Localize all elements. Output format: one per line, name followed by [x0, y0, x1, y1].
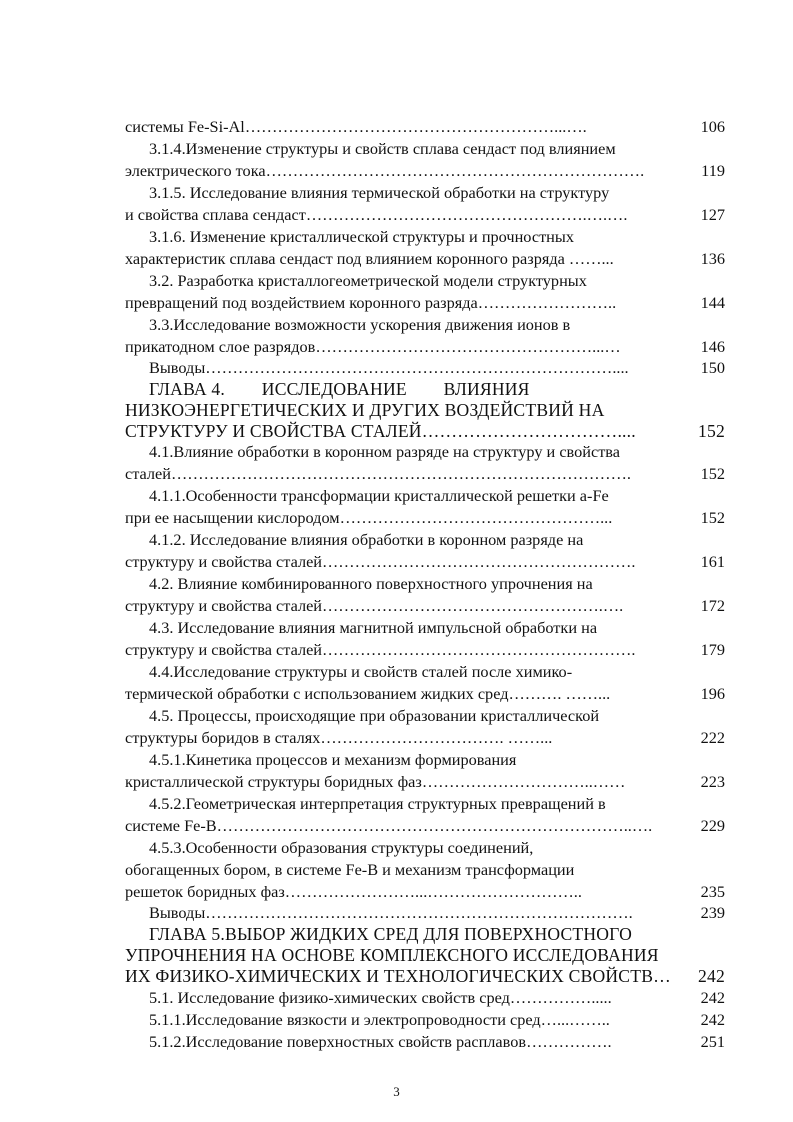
toc-leader: ………………………………………………….: [322, 552, 636, 571]
chapter-heading: [125, 944, 725, 966]
toc-entry-title: НИЗКОЭНЕРГЕТИЧЕСКИХ И ДРУГИХ ВОЗДЕЙСТВИЙ НА: [125, 400, 605, 420]
toc-entry-title: 4.1.1.Особенности трансформации кристаллической решетки a-Fe: [149, 486, 609, 505]
toc-entry-title: 4.1.Влияние обработки в коронном разряде на структуру и свойства: [149, 442, 621, 461]
toc-entry: [125, 336, 725, 358]
toc-page-number: 161: [700, 552, 725, 571]
toc-page-number: 172: [700, 596, 725, 615]
toc-page-number: 251: [700, 1032, 725, 1051]
toc-entry: [125, 771, 725, 793]
toc-entry: [149, 617, 749, 639]
toc-entry-title: при ее насыщении кислородом: [125, 508, 340, 527]
toc-entry: [149, 1009, 725, 1031]
toc-entry-title: прикатодном слое разрядов: [125, 337, 316, 356]
toc-entry-title: 4.5. Процессы, происходящие при образовании кристаллической: [149, 706, 600, 725]
toc-entry: [125, 859, 725, 881]
toc-page-number: 229: [700, 816, 725, 835]
toc-entry: [149, 1031, 725, 1053]
toc-entry-title: 4.5.2.Геометрическая интерпретация структурных превращений в: [149, 794, 606, 813]
toc-entry: [125, 160, 725, 182]
toc-entry-title: решеток боридных фаз: [125, 882, 285, 901]
toc-entry: [149, 314, 749, 336]
toc-page-number: 119: [701, 161, 725, 180]
toc-leader: ………………………………………………………………………….: [170, 464, 631, 483]
toc-entry: [149, 705, 749, 727]
toc-leader: …………………………………………………...….: [244, 117, 587, 136]
toc-page-number: 242: [700, 1010, 725, 1029]
toc-leader: [614, 248, 697, 270]
toc-page-number: 152: [700, 508, 725, 527]
toc-leader: …………………………………………….….: [322, 596, 624, 615]
toc-entry-title: системе Fe-B: [125, 816, 217, 835]
toc-entry: [125, 248, 725, 270]
toc-entry: [149, 837, 749, 859]
toc-entry-title: 4.1.2. Исследование влияния обработки в коронном разряде на: [149, 530, 584, 549]
toc-leader: [610, 683, 696, 705]
chapter-heading: [125, 420, 725, 442]
toc-page-number: 136: [700, 249, 725, 268]
toc-entry-title: системы Fe-Si-Al: [125, 117, 245, 136]
toc-entry: [125, 639, 725, 661]
toc-entry-title: ГЛАВА 4. ИССЛЕДОВАНИЕ ВЛИЯНИЯ: [149, 379, 530, 399]
toc-entry: [125, 815, 725, 837]
toc-page-number: 152: [698, 421, 725, 441]
toc-entry-title: 3.1.4.Изменение структуры и свойств сплава сендаст под влиянием: [149, 139, 616, 158]
toc-leader: …………….....: [509, 988, 612, 1007]
toc-entry-title: кристаллической структуры боридных фаз: [125, 772, 422, 791]
toc-leader: ……………………………………………...…: [315, 337, 621, 356]
toc-entry-title: 4.5.3.Особенности образования структуры соединений,: [149, 838, 534, 857]
toc-entry: [149, 138, 749, 160]
chapter-heading: [149, 378, 569, 400]
toc-entry: [125, 463, 725, 485]
toc-entry: [125, 683, 725, 705]
toc-leader: …...……..: [540, 1010, 610, 1029]
toc-leader: ……………………..: [477, 293, 617, 312]
toc-entry: [125, 116, 725, 138]
toc-leader: [671, 965, 694, 987]
toc-entry: [149, 182, 749, 204]
toc-leader: …………………………..……: [421, 772, 626, 791]
toc-entry-title: 4.2. Влияние комбинированного поверхностного упрочнения на: [149, 574, 593, 593]
toc-entry-title: обогащенных бором, в системе Fe-B и механизм трансформации: [125, 860, 575, 879]
toc-entry: [125, 551, 725, 573]
toc-entry-title: и свойства сплава сендаст: [125, 205, 306, 224]
chapter-heading: [125, 399, 725, 421]
toc-entry-title: превращений под воздействием коронного разряда: [125, 293, 478, 312]
toc-page-number: 106: [700, 117, 725, 136]
toc-entry-title: структуры боридов в сталях……………………………. ……...: [125, 728, 553, 747]
toc-entry-title: 5.1.1.Исследование вязкости и электропроводности сред: [149, 1010, 541, 1029]
toc-leader: …………………………………………………………….: [265, 161, 645, 180]
toc-entry-title: 4.3. Исследование влияния магнитной импульсной обработки на: [149, 618, 598, 637]
toc-entry: [149, 226, 749, 248]
toc-entry-title: 3.1.5. Исследование влияния термической обработки на структуру: [149, 183, 610, 202]
toc-page-number: 146: [700, 337, 725, 356]
toc-entry-title: 4.4.Исследование структуры и свойств сталей после химико-: [149, 662, 573, 681]
toc-page-number: 127: [700, 205, 725, 224]
toc-leader: …………………………………………...: [339, 508, 613, 527]
chapter-heading: [149, 923, 749, 945]
toc-entry: [125, 204, 725, 226]
toc-entry-title: Выводы: [149, 903, 206, 922]
toc-entry-title: 3.2. Разработка кристаллогеометрической модели структурных: [149, 271, 587, 290]
toc-page-number: 144: [700, 293, 725, 312]
toc-leader: ………………………………………………….: [322, 640, 636, 659]
toc-leader: …………………………………………………………………..….: [216, 816, 653, 835]
toc-page-number: 223: [700, 772, 725, 791]
toc-page-number: 152: [700, 464, 725, 483]
toc-entry: [149, 529, 749, 551]
page-number: 3: [393, 1084, 400, 1099]
toc-entry: [149, 661, 749, 683]
toc-leader: ……………………………....: [421, 421, 636, 441]
toc-entry-title: структуру и свойства сталей: [125, 640, 323, 659]
toc-entry-title: 3.1.6. Изменение кристаллической структуры и прочностных: [149, 227, 574, 246]
toc-entry: [149, 987, 725, 1009]
toc-page-number: 235: [700, 882, 725, 901]
toc-leader: …………….: [526, 1032, 612, 1051]
toc-entry: [149, 793, 749, 815]
toc-page-number: 239: [700, 903, 725, 922]
toc-entry-title: 3.3.Исследование возможности ускорения движения ионов в: [149, 315, 571, 334]
toc-entry-title: характеристик сплава сендаст под влиянием коронного разряда ……...: [125, 249, 614, 268]
toc-entry-title: структуру и свойства сталей: [125, 552, 323, 571]
toc-leader: …………………………………………….….….: [305, 205, 628, 224]
toc-leader: …………………………………………………………………....: [205, 358, 629, 377]
toc-entry: [149, 270, 749, 292]
toc-entry: [149, 902, 725, 924]
toc-page-number: 196: [700, 684, 725, 703]
toc-entry-title: УПРОЧНЕНИЯ НА ОСНОВЕ КОМПЛЕКСНОГО ИССЛЕДОВАНИЯ: [125, 945, 659, 965]
toc-leader: [552, 727, 696, 749]
toc-page-number: 179: [700, 640, 725, 659]
toc-entry-title: термической обработки с использованием жидких сред………. ……...: [125, 684, 611, 703]
toc-entry: [149, 357, 725, 379]
toc-page-number: 222: [700, 728, 725, 747]
toc-entry-title: сталей: [125, 464, 171, 483]
toc-entry-title: 5.1.2.Исследование поверхностных свойств расплавов: [149, 1032, 527, 1051]
toc-entry-title: ГЛАВА 5.ВЫБОР ЖИДКИХ СРЕД ДЛЯ ПОВЕРХНОСТНОГО: [149, 924, 633, 944]
toc-page-number: 242: [700, 988, 725, 1007]
toc-entry-title: 5.1. Исследование физико-химических свойств сред: [149, 988, 510, 1007]
toc-entry-title: электрического тока: [125, 161, 266, 180]
toc-leader: …………………………………………………………………….: [205, 903, 633, 922]
toc-entry: [125, 595, 725, 617]
toc-entry: [149, 485, 749, 507]
toc-entry: [125, 727, 725, 749]
toc-entry-title: ИХ ФИЗИКО-ХИМИЧЕСКИХ И ТЕХНОЛОГИЧЕСКИХ СВОЙСТВ…: [125, 966, 671, 986]
toc-entry: [149, 749, 749, 771]
toc-entry: [149, 441, 749, 463]
toc-leader: ……………………...………………………..: [284, 882, 582, 901]
toc-entry: [125, 292, 725, 314]
toc-entry: [149, 573, 749, 595]
toc-page-number: 242: [698, 966, 725, 986]
toc-entry-title: Выводы: [149, 358, 206, 377]
toc-entry-title: 4.5.1.Кинетика процессов и механизм формирования: [149, 750, 517, 769]
toc-entry-title: структуру и свойства сталей: [125, 596, 323, 615]
toc-entry-title: СТРУКТУРУ И СВОЙСТВА СТАЛЕЙ: [125, 421, 422, 441]
toc-entry: [125, 881, 725, 903]
chapter-heading: [125, 965, 725, 987]
toc-page-number: 150: [700, 358, 725, 377]
toc-entry: [125, 507, 725, 529]
